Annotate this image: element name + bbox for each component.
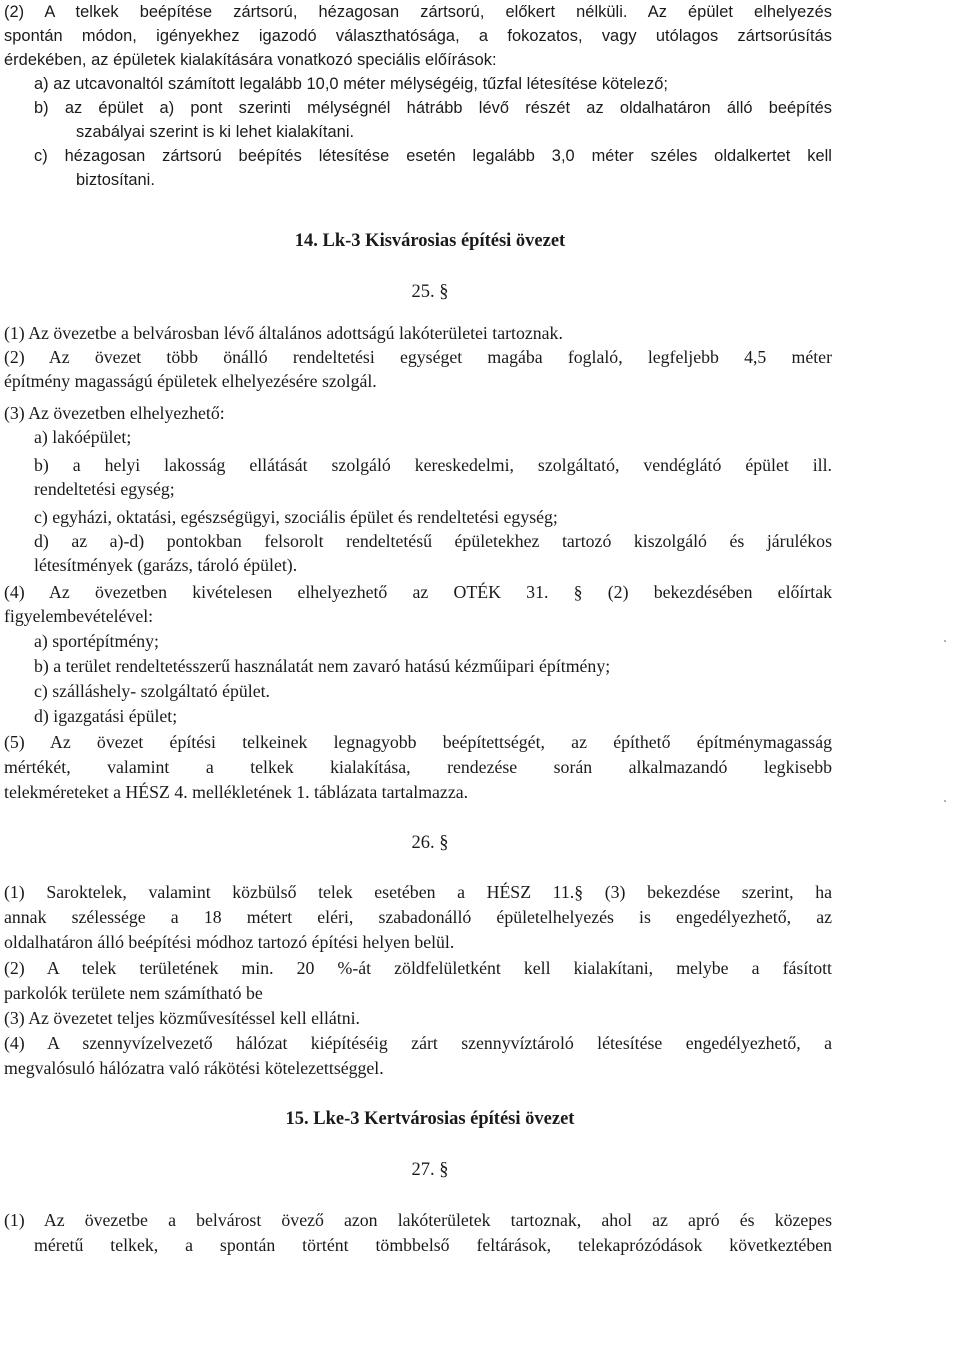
s25-line-5: a) lakóépület; [34, 427, 132, 447]
s26-line-2: annak szélessége a 18 métert eléri, szabadonálló épületelhelyezés is engedélyezhető, az [4, 907, 832, 927]
s25-line-16: d) igazgatási épület; [34, 706, 178, 726]
scan-speck [944, 800, 946, 802]
intro-item-c-line1: c) hézagosan zártsorú beépítés létesítése esetén legalább 3,0 méter széles oldalkertet kell [34, 147, 832, 165]
s26-line-4: (2) A telek területének min. 20 %-át zöldfelületként kell kialakítani, melybe a fásított [4, 958, 832, 978]
intro-p2-line1: (2) A telkek beépítése zártsorú, hézagosan zártsorú, előkert nélküli. Az épület elhelyezés [4, 3, 832, 21]
s25-line-4: (3) Az övezetben elhelyezhető: [4, 403, 225, 423]
paragraph-26-title: 26. § [411, 833, 449, 853]
s25-line-11: (4) Az övezetben kivételesen elhelyezhető az OTÉK 31. § (2) bekezdésében előírtak [4, 582, 832, 602]
scan-speck [944, 640, 946, 642]
s25-line-19: telekméreteket a HÉSZ 4. mellékletének 1. táblázata tartalmazza. [4, 782, 469, 802]
s25-line-10: létesítmények (garázs, tároló épület). [34, 555, 298, 575]
s25-line-18: mértékét, valamint a telkek kialakítása, rendezése során alkalmazandó legkisebb [4, 757, 832, 777]
s25-line-3: építmény magasságú épületek elhelyezésére szolgál. [4, 371, 377, 391]
s26-line-7: (4) A szennyvízelvezető hálózat kiépítéséig zárt szennyvíztároló létesítése engedélyezhető, a [4, 1033, 832, 1053]
s25-line-9: d) az a)-d) pontokban felsorolt rendeltetésű épületekhez tartozó kiszolgáló és járulékos [34, 531, 832, 551]
intro-item-b-line2: szabályai szerint is ki lehet kialakítani. [76, 123, 355, 141]
s25-line-2: (2) Az övezet több önálló rendeltetési egységet magába foglaló, legfeljebb 4,5 méter [4, 347, 832, 367]
intro-p2-line3: érdekében, az épületek kialakítására vonatkozó speciális előírások: [4, 51, 497, 69]
section-14-heading: 14. Lk-3 Kisvárosias építési övezet [294, 231, 566, 251]
s25-line-17: (5) Az övezet építési telkeinek legnagyobb beépítettségét, az építhető építménymagasság [4, 732, 832, 752]
s27-line-1: (1) Az övezetbe a belvárost övező azon lakóterületek tartoznak, ahol az apró és közepes [4, 1210, 832, 1230]
s26-line-6: (3) Az övezetet teljes közművesítéssel kell ellátni. [4, 1008, 360, 1028]
s25-line-12: figyelembevételével: [4, 606, 154, 626]
s26-line-8: megvalósuló hálózatra való rákötési kötelezettséggel. [4, 1058, 384, 1078]
s25-line-7: rendeltetési egység; [34, 479, 175, 499]
paragraph-25-title: 25. § [411, 282, 449, 302]
s26-line-5: parkolók területe nem számítható be [4, 983, 263, 1003]
s27-line-2: méretű telkek, a spontán történt tömbbelső feltárások, telekaprózódások következtében [34, 1235, 832, 1255]
intro-item-a: a) az utcavonaltól számított legalább 10,0 méter mélységéig, tűzfal létesítése kötelező; [34, 75, 668, 93]
intro-p2-line2: spontán módon, igényekhez igazodó választhatósága, a fokozatos, vagy utólagos zártsorúsítás [4, 27, 832, 45]
s25-line-13: a) sportépítmény; [34, 631, 159, 651]
intro-item-c-line2: biztosítani. [76, 171, 155, 189]
s25-line-15: c) szálláshely- szolgáltató épület. [34, 681, 271, 701]
section-15-heading: 15. Lke-3 Kertvárosias építési övezet [285, 1109, 575, 1129]
s25-line-6: b) a helyi lakosság ellátását szolgáló kereskedelmi, szolgáltató, vendéglátó épület ill. [34, 455, 832, 475]
s25-line-14: b) a terület rendeltetésszerű használatát nem zavaró hatású kézműipari építmény; [34, 656, 611, 676]
paragraph-27-title: 27. § [411, 1160, 449, 1180]
s25-line-1: (1) Az övezetbe a belvárosban lévő általános adottságú lakóterületei tartoznak. [4, 323, 563, 343]
s26-line-3: oldalhatáron álló beépítési módhoz tartozó építési helyen belül. [4, 932, 455, 952]
s25-line-8: c) egyházi, oktatási, egészségügyi, szociális épület és rendeltetési egység; [34, 507, 558, 527]
s26-line-1: (1) Saroktelek, valamint közbülső telek esetében a HÉSZ 11.§ (3) bekezdése szerint, ha [4, 882, 832, 902]
intro-item-b-line1: b) az épület a) pont szerinti mélységnél hátrább lévő részét az oldalhatáron álló beépítés [34, 99, 832, 117]
